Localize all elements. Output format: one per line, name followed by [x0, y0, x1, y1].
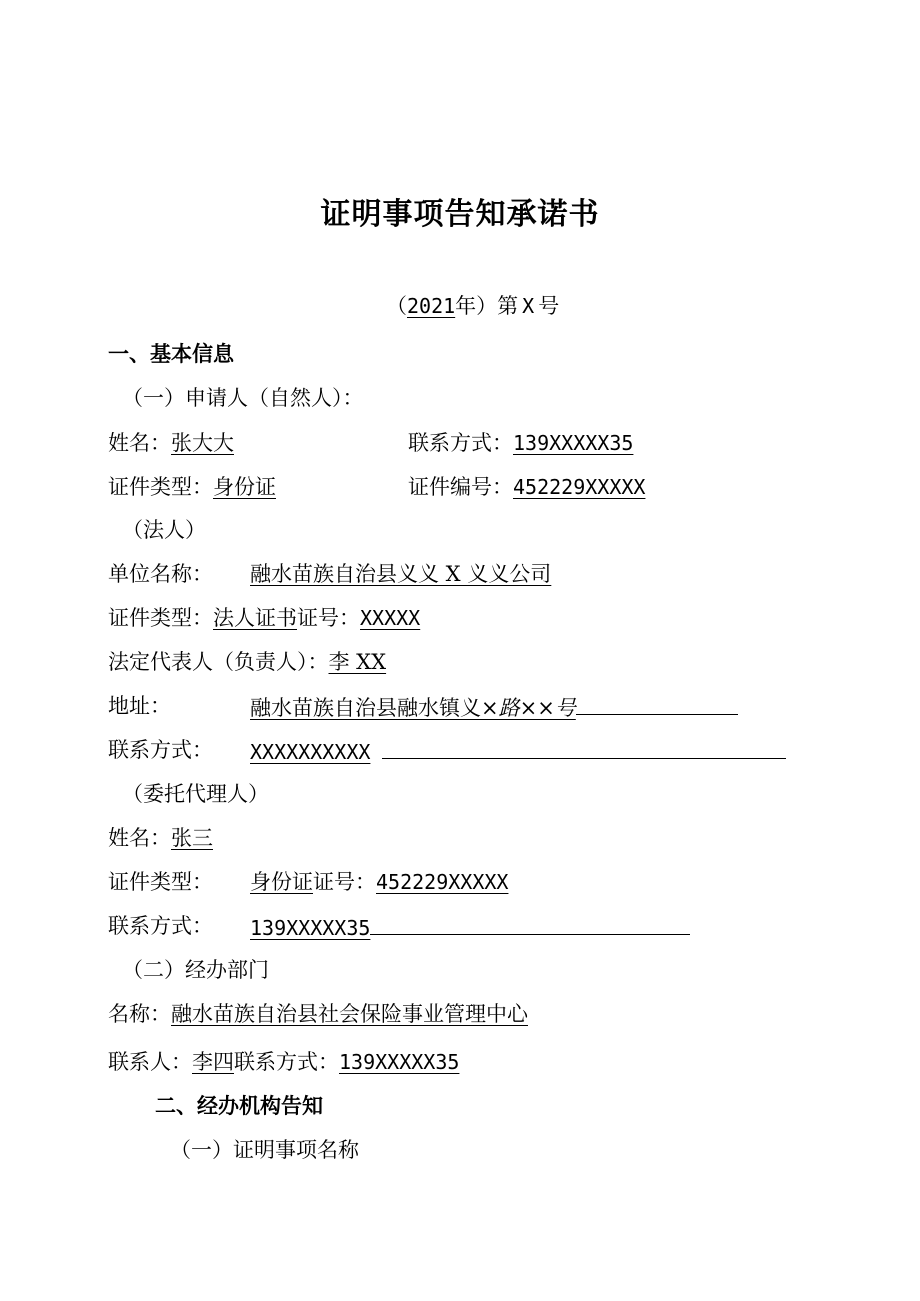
section-basic-info-heading: 一、基本信息 — [108, 342, 234, 366]
agent-heading: （委托代理人） — [122, 782, 269, 806]
department-contact-value: 139XXXXX35 — [339, 1050, 460, 1074]
agent-id-type-label: 证件类型： — [108, 870, 213, 894]
legal-id-type-label: 证件类型： — [108, 606, 213, 630]
doc-number-open: （ — [386, 294, 407, 318]
legal-address-value-a: 融水苗族自治县融水镇义 — [250, 696, 481, 720]
legal-rep-row — [108, 648, 386, 676]
agent-contact-row — [108, 912, 808, 940]
agent-id-row — [108, 868, 808, 896]
legal-id-no-value: XXXXX — [360, 606, 421, 630]
legal-person-heading: （法人） — [122, 518, 206, 542]
legal-id-row — [108, 604, 420, 632]
legal-contact-label: 联系方式： — [108, 738, 213, 762]
applicant-contact — [408, 429, 633, 457]
address-blank-line — [576, 692, 738, 715]
legal-org-row — [108, 560, 808, 588]
legal-id-no-label: 证号： — [297, 606, 360, 630]
doc-number-suffix: 号 — [538, 294, 560, 318]
applicant-id-no — [408, 473, 645, 501]
legal-contact-row — [108, 736, 818, 764]
legal-contact-value — [250, 736, 786, 766]
legal-id-type-value: 法人证书 — [213, 606, 297, 630]
applicant-contact-value: 139XXXXX35 — [513, 431, 634, 455]
contact-blank-line — [382, 736, 786, 759]
legal-rep-value: 李 XX — [328, 650, 387, 674]
legal-org-value: 融水苗族自治县义义 X 义义公司 — [250, 562, 552, 586]
agent-id-values — [250, 868, 508, 896]
applicant-name-value: 张大大 — [171, 431, 234, 455]
applicant-id-type-label: 证件类型： — [108, 475, 213, 499]
department-heading: （二）经办部门 — [122, 958, 269, 982]
department-person-label: 联系人： — [108, 1050, 192, 1074]
legal-org-label: 单位名称： — [108, 562, 213, 586]
applicant-id-no-value: 452229XXXXX — [513, 475, 646, 499]
doc-number-mid: 年）第 — [455, 294, 519, 318]
agent-id-type-value: 身份证 — [250, 870, 313, 894]
applicant-id-type-value: 身份证 — [213, 475, 276, 499]
applicant-id-row — [108, 473, 808, 501]
agent-id-no-label: 证号： — [313, 870, 376, 894]
legal-rep-label: 法定代表人（负责人）： — [108, 650, 329, 674]
doc-number-year: 2021 — [407, 294, 456, 318]
legal-address-row — [108, 692, 808, 720]
agent-id-no-value: 452229XXXXX — [376, 870, 509, 894]
applicant-name-label: 姓名： — [108, 431, 171, 455]
department-name-label: 名称： — [108, 1002, 171, 1026]
applicant-natural-heading: （一）申请人（自然人）： — [122, 386, 364, 410]
department-person-value: 李四 — [192, 1050, 234, 1074]
department-contact-row — [108, 1048, 459, 1076]
department-name-row — [108, 1000, 528, 1028]
legal-address-value-b: ×路××号 — [481, 696, 576, 720]
certificate-item-name-heading: （一）证明事项名称 — [170, 1138, 359, 1162]
agent-contact-value — [250, 912, 690, 942]
legal-contact-value-text: XXXXXXXXXX — [250, 740, 371, 764]
section-agency-notice-heading: 二、经办机构告知 — [155, 1094, 323, 1118]
agent-contact-value-text: 139XXXXX35 — [250, 916, 371, 940]
department-contact-label: 联系方式： — [234, 1050, 339, 1074]
applicant-contact-label: 联系方式： — [408, 431, 513, 455]
document-title: 证明事项告知承诺书 — [320, 197, 600, 232]
agent-name-row — [108, 824, 213, 852]
agent-name-value: 张三 — [171, 826, 213, 850]
agent-contact-blank-line — [370, 912, 690, 935]
doc-number-num: X — [522, 294, 535, 318]
legal-address-label: 地址： — [108, 694, 171, 718]
document-number — [386, 292, 559, 320]
legal-address-value — [250, 692, 738, 722]
agent-contact-label: 联系方式： — [108, 914, 213, 938]
agent-name-label: 姓名： — [108, 826, 171, 850]
department-name-value: 融水苗族自治县社会保险事业管理中心 — [171, 1002, 528, 1026]
applicant-id-no-label: 证件编号： — [408, 475, 513, 499]
applicant-name-row — [108, 429, 808, 457]
